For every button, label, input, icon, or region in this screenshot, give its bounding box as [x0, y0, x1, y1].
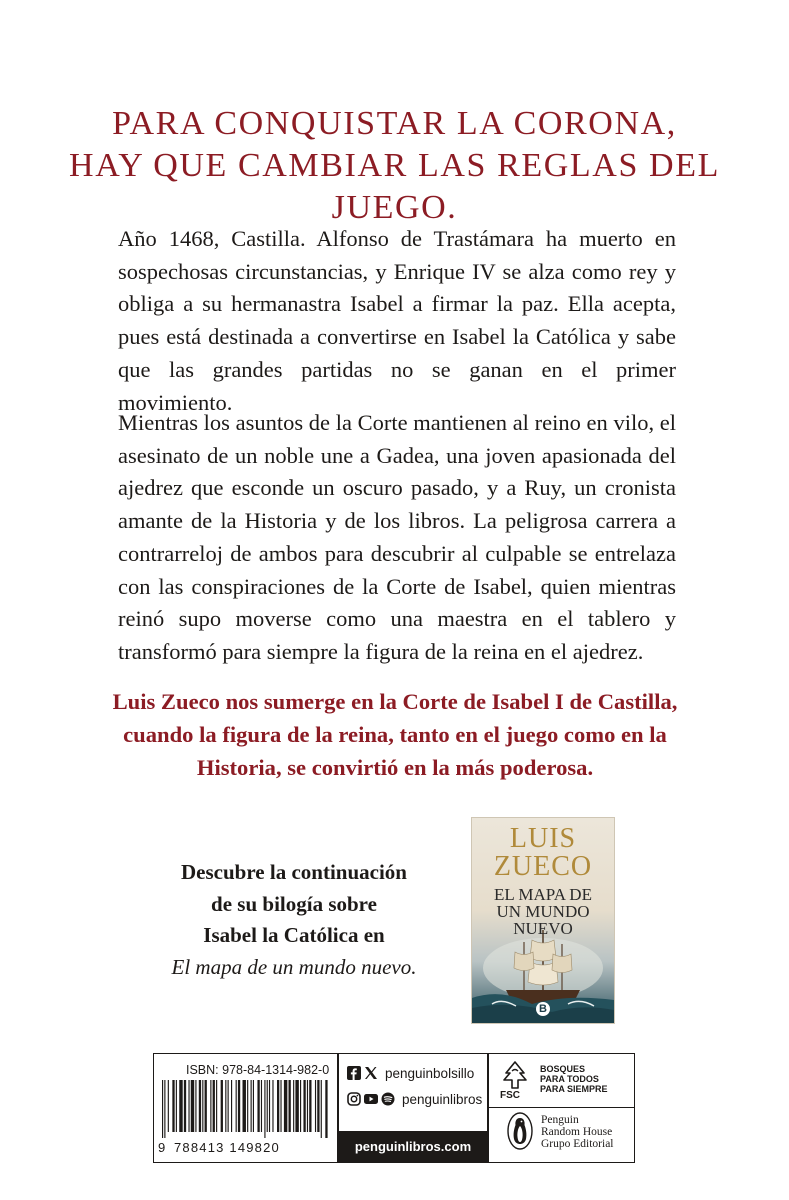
continuation-line-3: Isabel la Católica en: [203, 923, 385, 947]
synopsis-paragraph-1: [118, 223, 676, 419]
youtube-icon[interactable]: [364, 1092, 378, 1106]
headline-line-2: HAY QUE CAMBIAR LAS REGLAS DEL JUEGO.: [69, 147, 720, 226]
continuation-line-2: de su bilogía sobre: [211, 891, 377, 916]
spotify-icon[interactable]: [381, 1092, 395, 1106]
cover-title: [472, 886, 614, 937]
info-box-divider: [489, 1107, 635, 1108]
continuation-line-1: Descubre la continuación: [181, 860, 407, 884]
fsc-slogan-line-2: PARA TODOS: [540, 1074, 599, 1084]
cover-title-line-3: NUEVO: [513, 919, 573, 938]
website-link[interactable]: penguinlibros.com: [339, 1131, 487, 1163]
barcode-first-digit: 9: [158, 1140, 166, 1155]
cover-publisher-logo: B: [536, 1002, 550, 1016]
publisher-line-3: Grupo Editorial: [541, 1138, 614, 1150]
publisher-line-1: Penguin: [541, 1114, 579, 1126]
barcode-icon: [160, 1080, 332, 1138]
barcode-digits: 788413 149820: [174, 1140, 280, 1155]
isbn-label: ISBN: 978-84-1314-982-0: [186, 1063, 330, 1077]
penguin-logo-icon: [507, 1112, 533, 1150]
social-handle-bolsillo[interactable]: penguinbolsillo: [385, 1065, 475, 1081]
fsc-slogan-line-3: PARA SIEMPRE: [540, 1084, 608, 1094]
cover-title-line-2: UN MUNDO: [496, 902, 590, 921]
fsc-tree-icon: [500, 1061, 530, 1089]
synopsis-paragraph-1-text: Año 1468, Castilla. Alfonso de Trastámara ha muerto en sospechosas circunstancias, y Enrique IV se alza como rey y obliga a su hermanastra Isabel a firmar la paz. Ella acepta, pues está destinada a convertirse en Isabel la Católica y sabe que las grandes partidas no se ganan en el primer movimiento.: [118, 226, 676, 415]
instagram-icon[interactable]: [347, 1092, 361, 1106]
cover-author: [472, 825, 614, 881]
social-row-libros: [347, 1090, 482, 1108]
headline-line-1: PARA CONQUISTAR LA CORONA,: [112, 105, 677, 142]
x-icon[interactable]: [364, 1066, 378, 1080]
social-handle-libros[interactable]: penguinlibros: [402, 1091, 483, 1107]
sequel-book-cover: [472, 818, 614, 1023]
promo-paragraph: [100, 686, 690, 784]
cover-author-line-2: ZUECO: [493, 851, 593, 882]
cover-title-line-1: EL MAPA DE: [494, 885, 592, 904]
social-row-bolsillo: [347, 1064, 474, 1082]
headline: [40, 103, 749, 229]
continuation-note: [162, 857, 426, 983]
fsc-slogan-line-1: BOSQUES: [540, 1064, 586, 1074]
facebook-icon[interactable]: [347, 1066, 361, 1080]
publisher-line-2: Random House: [541, 1126, 613, 1138]
synopsis-paragraph-2: [118, 407, 676, 669]
publisher-name: [541, 1114, 614, 1150]
fsc-label: FSC: [500, 1090, 520, 1101]
continuation-line-4: El mapa de un mundo nuevo.: [171, 954, 417, 979]
promo-text: Luis Zueco nos sumerge en la Corte de Isabel I de Castilla, cuando la figura de la reina, tanto en el juego como en la Historia, se convirtió en la más poderosa.: [112, 689, 678, 780]
cover-author-line-1: LUIS: [509, 823, 577, 854]
synopsis-paragraph-2-text: Mientras los asuntos de la Corte mantienen al reino en vilo, el asesinato de un noble une a Gadea, una joven apasionada del ajedrez que esconde un oscuro pasado, y a Ruy, un cronista amante de la Historia y de los libros. La peligrosa carrera a contrarreloj de ambos para descubrir al culpable se entrelaza con las conspiraciones de la Corte de Isabel, quien mientras reinó supo moverse como una maestra en el tablero y transformó para siempre la figura de la reina en el ajedrez.: [118, 410, 676, 664]
fsc-slogan: [540, 1064, 608, 1094]
